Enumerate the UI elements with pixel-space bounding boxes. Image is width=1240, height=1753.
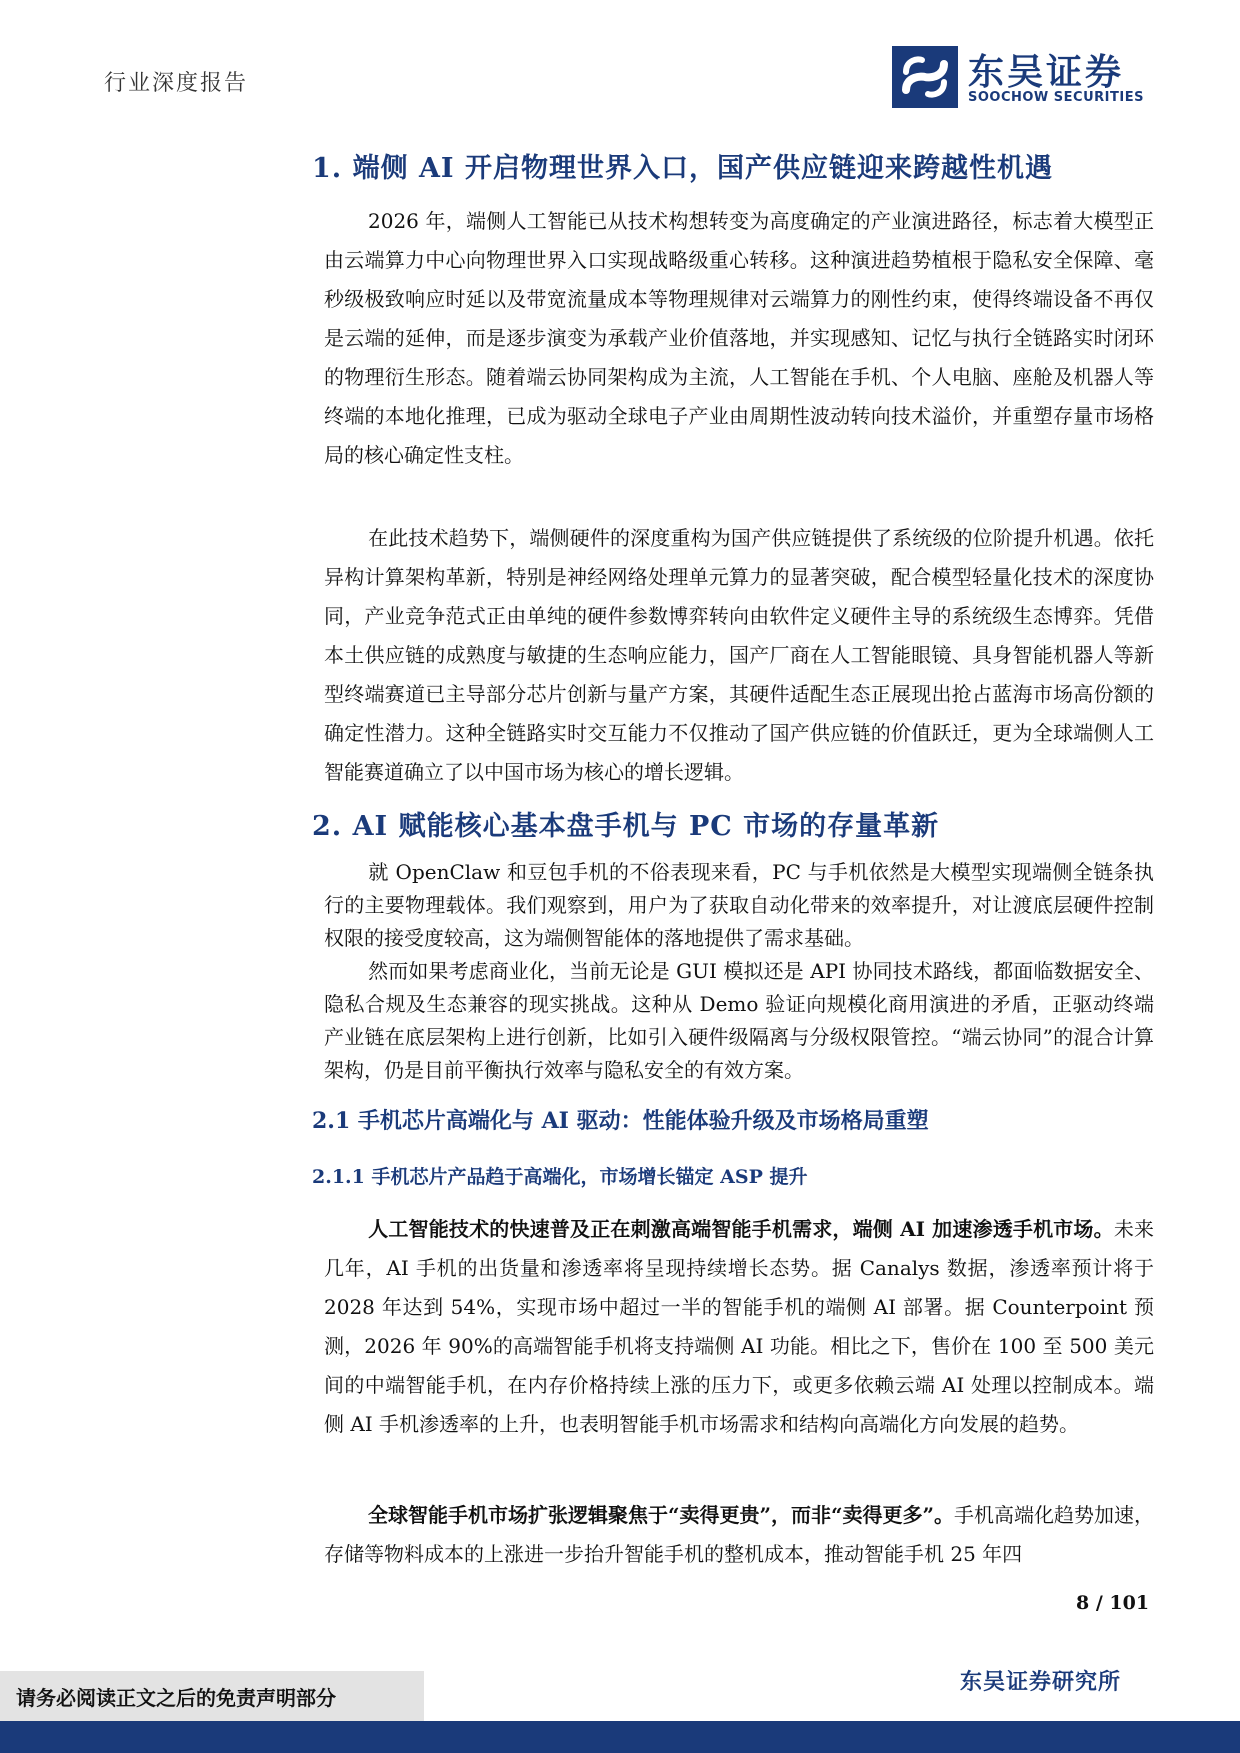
logo-english-name: SOOCHOW SECURITIES: [968, 90, 1144, 105]
company-logo: [892, 44, 1152, 110]
section-2-heading: 2. AI 赋能核心基本盘手机与 PC 市场的存量革新: [312, 811, 940, 842]
section-2-1-heading: 2.1 手机芯片高端化与 AI 驱动：性能体验升级及市场格局重塑: [312, 1108, 929, 1134]
logo-chinese-name: 东吴证券: [968, 52, 1125, 93]
section-2-paragraph-1: 就 OpenClaw 和豆包手机的不俗表现来看，PC 与手机依然是大模型实现端侧全链条执行的主要物理载体。我们观察到，用户为了获取自动化带来的效率提升，对让渡底层硬件控制权限的接受度较高，这为端侧智能体的落地提供了需求基础。: [324, 860, 1154, 950]
section-1-paragraph-2: 在此技术趋势下，端侧硬件的深度重构为国产供应链提供了系统级的位阶提升机遇。依托异构计算架构革新，特别是神经网络处理单元算力的显著突破，配合模型轻量化技术的深度协同，产业竞争范式正由单纯的硬件参数博弈转向由软件定义硬件主导的系统级生态博弈。凭借本土供应链的成熟度与敏捷的生态响应能力，国产厂商在人工智能眼镜、具身智能机器人等新型终端赛道已主导部分芯片创新与量产方案，其硬件适配生态正展现出抢占蓝海市场高份额的确定性潜力。这种全链路实时交互能力不仅推动了国产供应链的价值跃迁，更为全球端侧人工智能赛道确立了以中国市场为核心的增长逻辑。: [324, 526, 1154, 784]
disclaimer-text: 请务必阅读正文之后的免责声明部分: [16, 1686, 336, 1710]
institute-name: 东吴证券研究所: [960, 1669, 1122, 1695]
section-1-heading: 1. 端侧 AI 开启物理世界入口，国产供应链迎来跨越性机遇: [312, 153, 1053, 184]
paragraph-market-logic: 全球智能手机市场扩张逻辑聚焦于“卖得更贵”，而非“卖得更多”。手机高端化趋势加速，存储等物料成本的上涨进一步抬升智能手机的整机成本，推动智能手机 25 年四: [324, 1503, 1155, 1566]
section-1-paragraph-1: 2026 年，端侧人工智能已从技术构想转变为高度确定的产业演进路径，标志着大模型正由云端算力中心向物理世界入口实现战略级重心转移。这种演进趋势植根于隐私安全保障、毫秒级极致响应时延以及带宽流量成本等物理规律对云端算力的刚性约束，使得终端设备不再仅是云端的延伸，而是逐步演变为承载产业价值落地，并实现感知、记忆与执行全链路实时闭环的物理衍生形态。随着端云协同架构成为主流，人工智能在手机、个人电脑、座舱及机器人等终端的本地化推理，已成为驱动全球电子产业由周期性波动转向技术溢价，并重塑存量市场格局的核心确定性支柱。: [324, 209, 1154, 467]
paragraph-lead-bold: 人工智能技术的快速普及正在刺激高端智能手机需求，端侧 AI 加速渗透手机市场。: [368, 1217, 1114, 1241]
paragraph-lead-bold: 全球智能手机市场扩张逻辑聚焦于“卖得更贵”，而非“卖得更多”。: [368, 1503, 955, 1527]
section-2-paragraph-2: 然而如果考虑商业化，当前无论是 GUI 模拟还是 API 协同技术路线，都面临数据安全、隐私合规及生态兼容的现实挑战。这种从 Demo 验证向规模化商用演进的矛盾，正驱动终端产业链在底层架构上进行创新，比如引入硬件级隔离与分级权限管控。“端云协同”的混合计算架构，仍是目前平衡执行效率与隐私安全的有效方案。: [324, 959, 1154, 1082]
page-number: 8 / 101: [1076, 1592, 1150, 1614]
soochow-logo-icon: [892, 46, 958, 108]
report-type-label: 行业深度报告: [104, 71, 249, 96]
section-2-1-1-heading: 2.1.1 手机芯片产品趋于高端化，市场增长锚定 ASP 提升: [312, 1166, 808, 1188]
footer-band: [0, 1721, 1240, 1753]
paragraph-ai-phone-demand: 人工智能技术的快速普及正在刺激高端智能手机需求，端侧 AI 加速渗透手机市场。未来几年，AI 手机的出货量和渗透率将呈现持续增长态势。据 Canalys 数据，渗透率预计将于 2028 年达到 54%，实现市场中超过一半的智能手机的端侧 AI 部署。据 Counterpoint 预测，2026 年 90%的高端智能手机将支持端侧 AI 功能。相比之下，售价在 100 至 500 美元间的中端智能手机，在内存价格持续上涨的压力下，或更多依赖云端 AI 处理以控制成本。端侧 AI 手机渗透率的上升，也表明智能手机市场需求和结构向高端化方向发展的趋势。: [324, 1217, 1154, 1436]
